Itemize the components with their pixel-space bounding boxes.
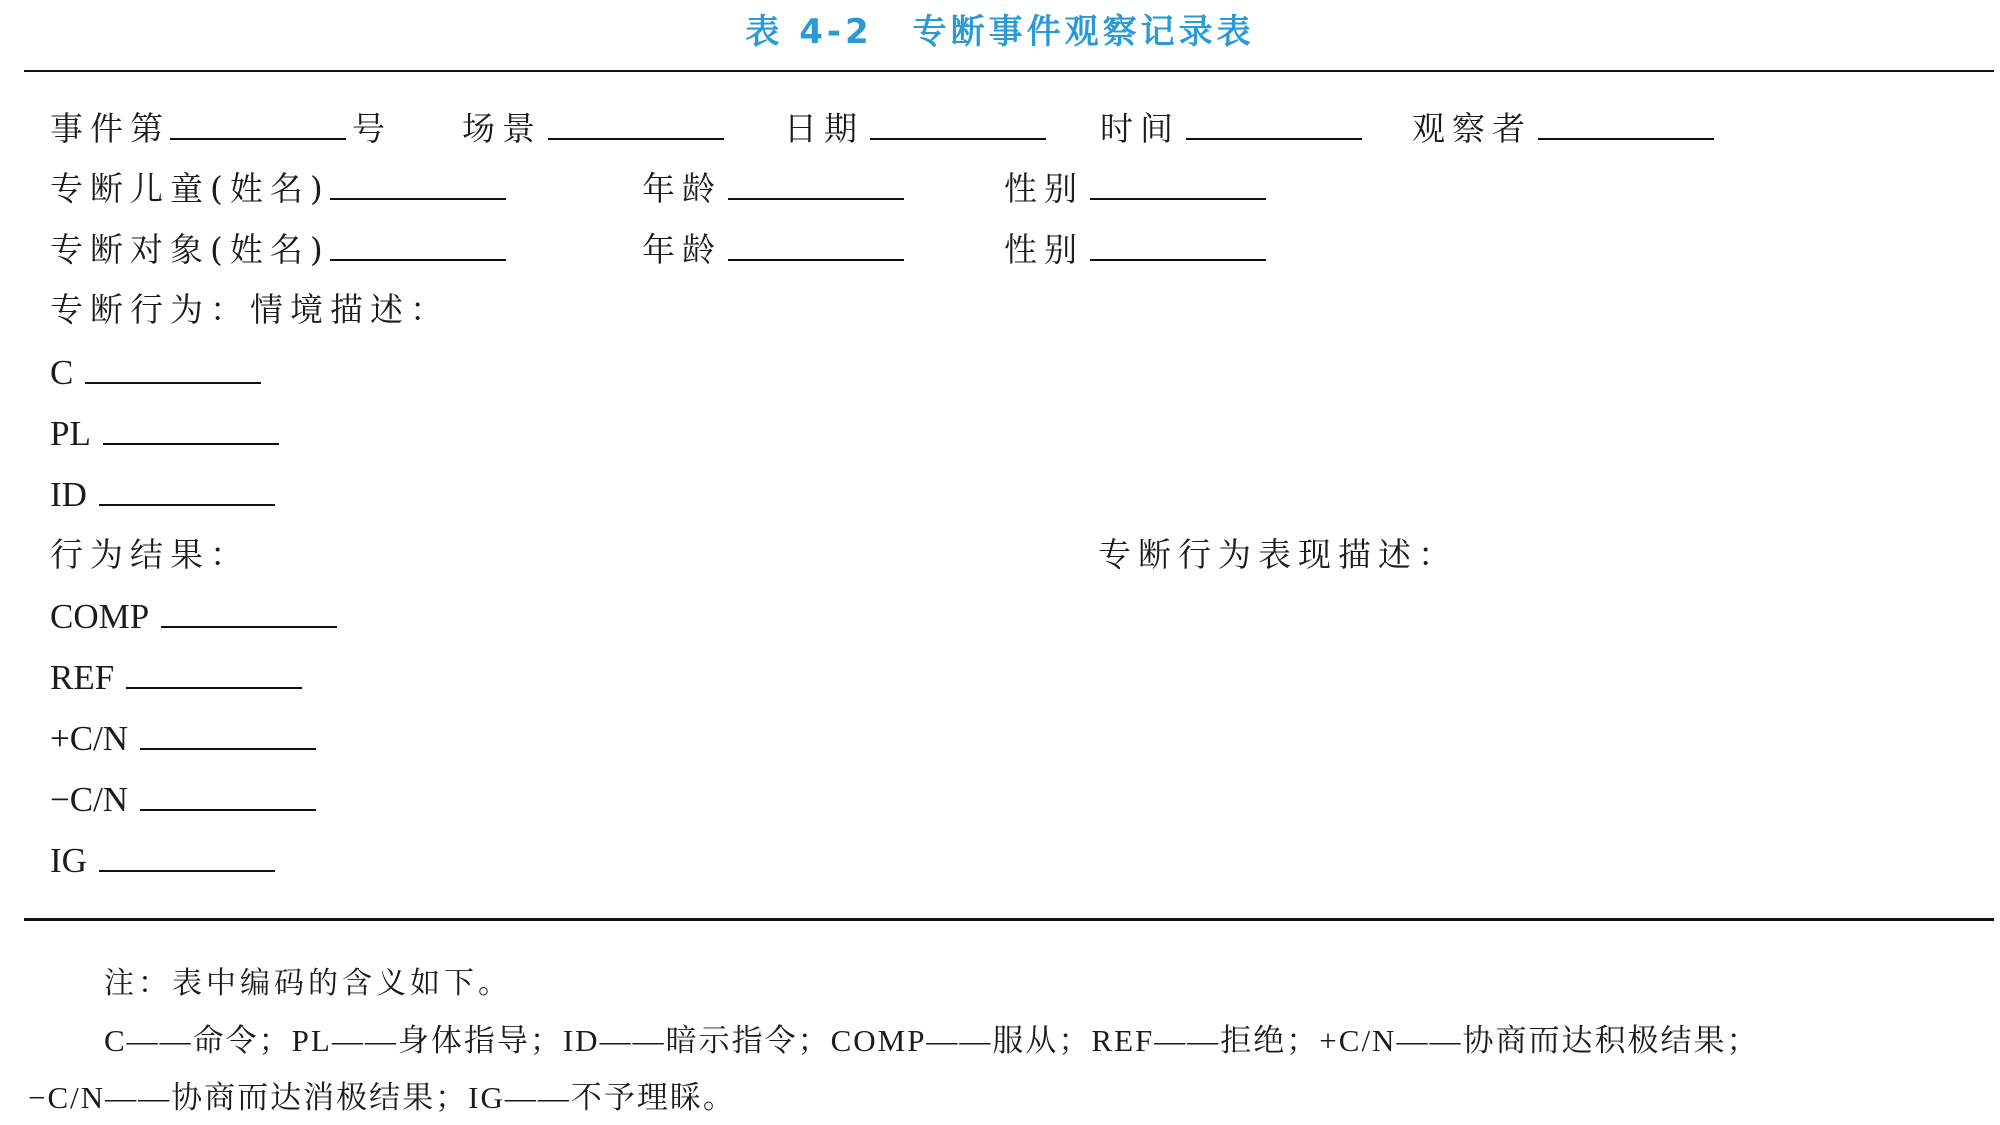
code-id-label: ID bbox=[50, 475, 87, 514]
code-ig-label: IG bbox=[50, 841, 87, 880]
event-number-suffix: 号 bbox=[352, 109, 392, 148]
code-c-label: C bbox=[50, 353, 74, 392]
note-code-definitions-continued: −C/N——协商而达消极结果；IG——不予理睬。 bbox=[28, 1080, 736, 1115]
code-id-blank[interactable] bbox=[99, 472, 275, 506]
target-age-label: 年龄 bbox=[642, 230, 722, 269]
code-row-id bbox=[50, 472, 275, 516]
child-name-label: 专断儿童(姓名) bbox=[50, 169, 330, 208]
code-comp-label: COMP bbox=[50, 597, 150, 636]
code-pos-cn-label: +C/N bbox=[50, 719, 129, 758]
code-ref-label: REF bbox=[50, 658, 115, 697]
target-name-blank[interactable] bbox=[330, 227, 506, 261]
code-neg-cn-blank[interactable] bbox=[140, 777, 316, 811]
behavior-heading-row bbox=[50, 288, 450, 332]
top-rule bbox=[24, 70, 1994, 72]
code-row-comp bbox=[50, 594, 337, 638]
scene-blank[interactable] bbox=[548, 106, 724, 140]
note-code-definitions: C——命令；PL——身体指导；ID——暗示指令；COMP——服从；REF——拒绝；+C/N——协商而达积极结果； bbox=[104, 1023, 1760, 1058]
behavior-heading: 专断行为：情境描述： bbox=[50, 290, 450, 329]
observer-label: 观察者 bbox=[1412, 109, 1532, 148]
child-sex-label: 性别 bbox=[1004, 169, 1084, 208]
code-pl-label: PL bbox=[50, 414, 91, 453]
scene-label: 场景 bbox=[462, 109, 542, 148]
result-heading-row bbox=[50, 533, 250, 577]
date-label: 日期 bbox=[784, 109, 864, 148]
code-ref-blank[interactable] bbox=[126, 655, 302, 689]
bottom-rule bbox=[24, 918, 1994, 921]
child-sex-blank[interactable] bbox=[1090, 166, 1266, 200]
result-heading: 行为结果： bbox=[50, 535, 250, 574]
note-intro: 注：表中编码的含义如下。 bbox=[104, 966, 512, 1001]
time-label: 时间 bbox=[1100, 109, 1180, 148]
table-title-text: 专断事件观察记录表 bbox=[912, 12, 1255, 52]
code-row-ref bbox=[50, 655, 302, 699]
observer-blank[interactable] bbox=[1538, 106, 1714, 140]
child-age-label: 年龄 bbox=[642, 169, 722, 208]
table-number: 表 4-2 bbox=[745, 12, 873, 52]
code-ig-blank[interactable] bbox=[99, 838, 275, 872]
event-number-label: 事件第 bbox=[50, 109, 170, 148]
code-c-blank[interactable] bbox=[85, 350, 261, 384]
performance-heading-row bbox=[1098, 533, 1458, 577]
code-row-c bbox=[50, 350, 261, 394]
table-title bbox=[0, 4, 2000, 53]
code-row-neg-cn bbox=[50, 777, 316, 821]
target-age-blank[interactable] bbox=[728, 227, 904, 261]
child-age-blank[interactable] bbox=[728, 166, 904, 200]
target-sex-label: 性别 bbox=[1004, 230, 1084, 269]
time-blank[interactable] bbox=[1186, 106, 1362, 140]
performance-heading: 专断行为表现描述： bbox=[1098, 535, 1458, 574]
code-row-ig bbox=[50, 838, 275, 882]
event-number-blank[interactable] bbox=[170, 106, 346, 140]
code-neg-cn-label: −C/N bbox=[50, 780, 129, 819]
code-pl-blank[interactable] bbox=[103, 411, 279, 445]
code-row-pl bbox=[50, 411, 279, 455]
code-comp-blank[interactable] bbox=[161, 594, 337, 628]
code-row-pos-cn bbox=[50, 716, 316, 760]
target-name-label: 专断对象(姓名) bbox=[50, 230, 330, 269]
target-sex-blank[interactable] bbox=[1090, 227, 1266, 261]
code-pos-cn-blank[interactable] bbox=[140, 716, 316, 750]
child-name-blank[interactable] bbox=[330, 166, 506, 200]
date-blank[interactable] bbox=[870, 106, 1046, 140]
